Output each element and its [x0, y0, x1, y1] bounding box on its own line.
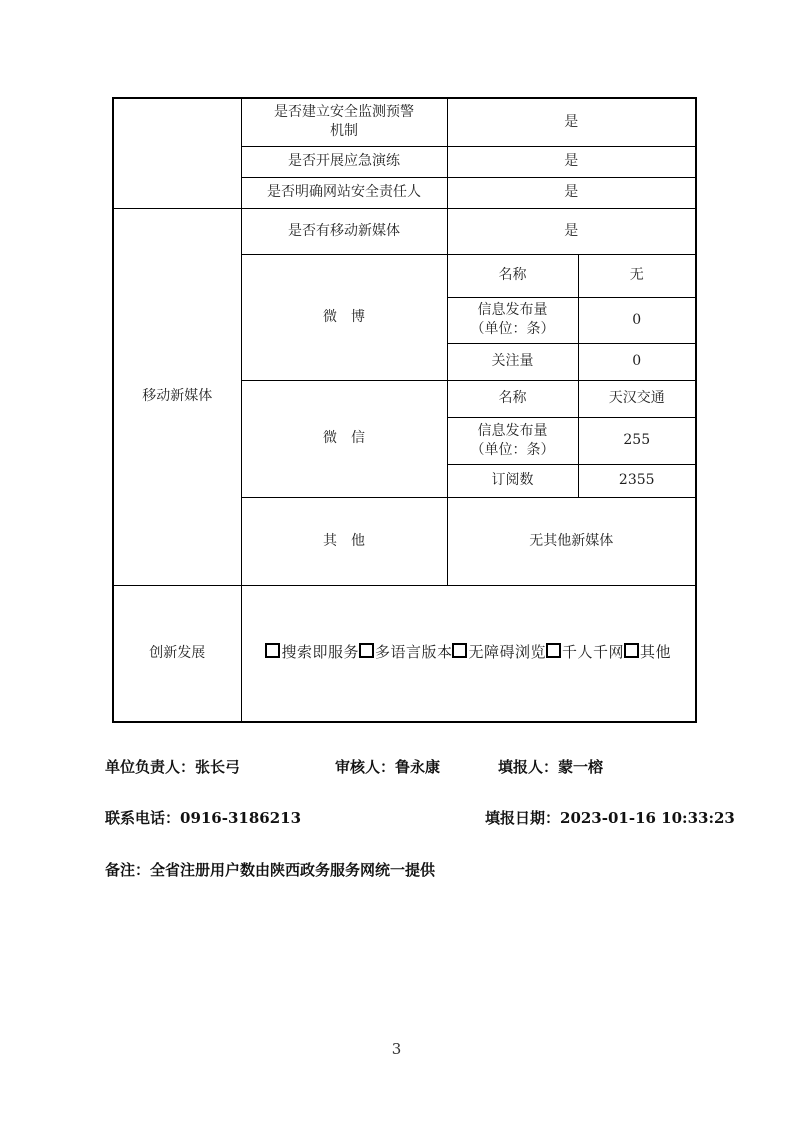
- other-media-value: 无其他新媒体: [447, 497, 696, 585]
- weibo-followers-value: 0: [578, 343, 696, 380]
- innovation-option: [546, 642, 624, 664]
- row-label-security-monitoring: [241, 98, 447, 146]
- wechat-posts-value: 255: [578, 417, 696, 464]
- weibo-name-value: 无: [578, 254, 696, 297]
- innovation-option: [452, 642, 546, 664]
- footer-reviewer: 审核人：鲁永康: [335, 758, 441, 776]
- footer-filler: 填报人：蒙一榕: [498, 758, 604, 776]
- footer-fill-date: 填报日期：2023-01-16 10:33:23: [485, 809, 735, 827]
- innovation-option-label: 多语言版本: [374, 643, 453, 662]
- wechat-subscribers-value: 2355: [578, 464, 696, 497]
- label-line: 信息发布量: [477, 302, 548, 319]
- checkbox-unchecked-icon: [265, 643, 280, 658]
- innovation-option: [265, 642, 359, 664]
- weibo-posts-label: [447, 297, 578, 343]
- category-cell-blank: [113, 98, 241, 208]
- footer-phone: 联系电话：0916-3186213: [105, 809, 302, 827]
- category-mobile-media: 移动新媒体: [113, 208, 241, 585]
- label-line: （单位：条）: [470, 321, 555, 337]
- wechat-posts-label: [447, 417, 578, 464]
- innovation-option: [624, 642, 671, 664]
- innovation-option: [359, 642, 453, 664]
- label-line: （单位：条）: [470, 441, 555, 458]
- row-label-emergency-drill: 是否开展应急演练: [241, 146, 447, 177]
- row-label-security-responsible: 是否明确网站安全责任人: [241, 177, 447, 208]
- weibo-followers-label: 关注量: [447, 343, 578, 380]
- annual-report-table: [112, 97, 697, 723]
- row-value-has-mobile-media: 是: [447, 208, 696, 254]
- label-line: 机制: [330, 123, 358, 140]
- innovation-options: [241, 585, 696, 722]
- innovation-option-label: 千人千网: [562, 643, 625, 662]
- label-line: 是否建立安全监测预警: [274, 104, 414, 121]
- weibo-name-label: 名称: [447, 254, 578, 297]
- row-value-emergency-drill: 是: [447, 146, 696, 177]
- checkbox-unchecked-icon: [546, 643, 561, 658]
- checkbox-unchecked-icon: [359, 643, 374, 658]
- checkbox-unchecked-icon: [624, 643, 639, 658]
- innovation-option-label: 搜索即服务: [281, 643, 359, 662]
- category-innovation: 创新发展: [113, 585, 241, 722]
- wechat-group-label: 微 信: [241, 380, 447, 497]
- wechat-name-value: 天汉交通: [578, 380, 696, 417]
- wechat-subscribers-label: 订阅数: [447, 464, 578, 497]
- checkbox-unchecked-icon: [452, 643, 467, 658]
- footer-note: 备注：全省注册用户数由陕西政务服务网统一提供: [105, 861, 436, 879]
- weibo-posts-value: 0: [578, 297, 696, 343]
- weibo-group-label: 微 博: [241, 254, 447, 380]
- label-line: 信息发布量: [477, 422, 548, 439]
- row-value-security-responsible: 是: [447, 177, 696, 208]
- row-value-security-monitoring: 是: [447, 98, 696, 146]
- innovation-option-label: 无障碍浏览: [468, 643, 546, 662]
- wechat-name-label: 名称: [447, 380, 578, 417]
- page-number: 3: [391, 1040, 402, 1058]
- footer-unit-head: 单位负责人：张长弓: [105, 758, 241, 776]
- innovation-option-label: 其他: [640, 643, 672, 662]
- other-media-label: 其 他: [241, 497, 447, 585]
- row-label-has-mobile-media: 是否有移动新媒体: [241, 208, 447, 254]
